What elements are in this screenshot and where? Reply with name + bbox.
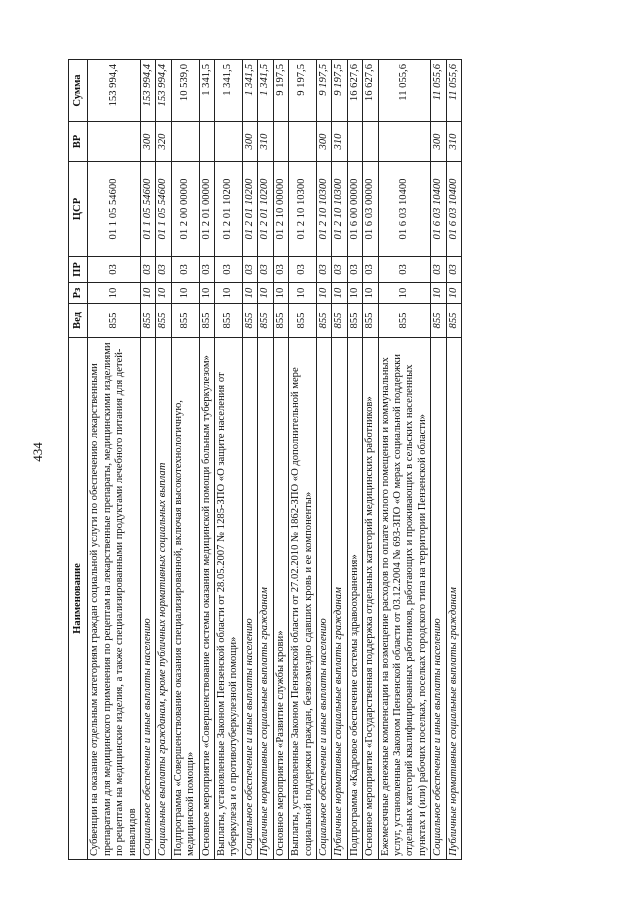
table-row bbox=[273, 60, 288, 860]
header-sum: Сумма bbox=[69, 60, 88, 122]
cell-rz: 10 bbox=[273, 283, 288, 304]
cell-vr bbox=[273, 122, 288, 162]
cell-csr: 01 2 10 10300 bbox=[289, 162, 317, 257]
table-row bbox=[141, 60, 156, 860]
cell-vr: 300 bbox=[242, 122, 257, 162]
cell-pr: 03 bbox=[316, 257, 331, 283]
cell-sum: 11 055,6 bbox=[378, 60, 431, 122]
table-row bbox=[332, 60, 347, 860]
cell-pr: 03 bbox=[171, 257, 199, 283]
table-row bbox=[242, 60, 257, 860]
cell-ved: 855 bbox=[215, 304, 243, 338]
table-row bbox=[88, 60, 141, 860]
page-number-text: 434 bbox=[30, 442, 45, 462]
cell-sum: 16 627,6 bbox=[347, 60, 362, 122]
cell-vr: 320 bbox=[156, 122, 171, 162]
header-rz: Рз bbox=[69, 283, 88, 304]
table-row bbox=[446, 60, 461, 860]
header-ved: Вед bbox=[69, 304, 88, 338]
table-row bbox=[431, 60, 446, 860]
cell-name: Публичные нормативные социальные выплаты гражданам bbox=[332, 338, 347, 860]
cell-rz: 10 bbox=[347, 283, 362, 304]
cell-ved: 855 bbox=[273, 304, 288, 338]
table-row bbox=[347, 60, 362, 860]
cell-vr bbox=[347, 122, 362, 162]
budget-table-container bbox=[68, 60, 598, 860]
cell-csr: 01 2 01 10200 bbox=[258, 162, 273, 257]
cell-vr bbox=[88, 122, 141, 162]
cell-ved: 855 bbox=[156, 304, 171, 338]
cell-rz: 10 bbox=[316, 283, 331, 304]
cell-csr: 01 6 00 00000 bbox=[347, 162, 362, 257]
table-row bbox=[316, 60, 331, 860]
cell-pr: 03 bbox=[273, 257, 288, 283]
cell-csr: 01 2 00 00000 bbox=[171, 162, 199, 257]
cell-ved: 855 bbox=[88, 304, 141, 338]
cell-ved: 855 bbox=[316, 304, 331, 338]
cell-name: Основное мероприятие «Развитие службы крови» bbox=[273, 338, 288, 860]
cell-csr: 01 2 01 10200 bbox=[215, 162, 243, 257]
cell-pr: 03 bbox=[446, 257, 461, 283]
cell-sum: 1 341,5 bbox=[199, 60, 214, 122]
cell-pr: 03 bbox=[141, 257, 156, 283]
cell-sum: 9 197,5 bbox=[289, 60, 317, 122]
header-csr: ЦСР bbox=[69, 162, 88, 257]
cell-csr: 01 1 05 54600 bbox=[88, 162, 141, 257]
cell-pr: 03 bbox=[289, 257, 317, 283]
table-row bbox=[171, 60, 199, 860]
cell-pr: 03 bbox=[258, 257, 273, 283]
cell-sum: 1 341,5 bbox=[258, 60, 273, 122]
cell-vr bbox=[215, 122, 243, 162]
cell-pr: 03 bbox=[378, 257, 431, 283]
table-header-row bbox=[69, 60, 88, 860]
cell-rz: 10 bbox=[156, 283, 171, 304]
cell-csr: 01 2 01 10200 bbox=[242, 162, 257, 257]
cell-ved: 855 bbox=[431, 304, 446, 338]
cell-ved: 855 bbox=[347, 304, 362, 338]
cell-sum: 1 341,5 bbox=[215, 60, 243, 122]
cell-vr bbox=[171, 122, 199, 162]
cell-vr: 300 bbox=[431, 122, 446, 162]
cell-name: Основное мероприятие «Государственная поддержка отдельных категорий медицинских работников» bbox=[363, 338, 378, 860]
cell-name: Ежемесячные денежные компенсации на возмещение расходов по оплате жилого помещения и коммунальных услуг, установленные Законом Пензенской области от 03.12.2004 № 693-ЗПО «О мерах социальной поддержки отдельных категорий квалифицированных работников, работающих и проживающих в сельских населенных пунктах и (или) рабочих поселках, поселках городского типа на территории Пензенской области» bbox=[378, 338, 431, 860]
cell-csr: 01 2 01 00000 bbox=[199, 162, 214, 257]
table-row bbox=[215, 60, 243, 860]
cell-rz: 10 bbox=[199, 283, 214, 304]
cell-rz: 10 bbox=[289, 283, 317, 304]
header-name: Наименование bbox=[69, 338, 88, 860]
cell-ved: 855 bbox=[242, 304, 257, 338]
cell-sum: 9 197,5 bbox=[273, 60, 288, 122]
cell-name: Основное мероприятие «Совершенствование системы оказания медицинской помощи больным туберкулезом» bbox=[199, 338, 214, 860]
cell-rz: 10 bbox=[378, 283, 431, 304]
cell-pr: 03 bbox=[332, 257, 347, 283]
table-row bbox=[199, 60, 214, 860]
page-number bbox=[26, 440, 50, 464]
cell-sum: 11 055,6 bbox=[446, 60, 461, 122]
cell-pr: 03 bbox=[431, 257, 446, 283]
cell-pr: 03 bbox=[199, 257, 214, 283]
cell-name: Публичные нормативные социальные выплаты гражданам bbox=[446, 338, 461, 860]
cell-vr bbox=[363, 122, 378, 162]
cell-name: Выплаты, установленные Законом Пензенской области от 27.02.2010 № 1862-ЗПО «О дополнительной мере социальной поддержки граждан, безвозмездно сдавших кровь и ее компоненты» bbox=[289, 338, 317, 860]
cell-vr bbox=[289, 122, 317, 162]
cell-csr: 01 1 05 54600 bbox=[156, 162, 171, 257]
cell-name: Подпрограмма «Совершенствование оказания специализированной, включая высокотехнологичную, медицинской помощи» bbox=[171, 338, 199, 860]
cell-ved: 855 bbox=[363, 304, 378, 338]
cell-pr: 03 bbox=[242, 257, 257, 283]
table-row bbox=[258, 60, 273, 860]
cell-name: Социальное обеспечение и иные выплаты населению bbox=[242, 338, 257, 860]
cell-pr: 03 bbox=[88, 257, 141, 283]
cell-sum: 1 341,5 bbox=[242, 60, 257, 122]
cell-vr bbox=[378, 122, 431, 162]
cell-ved: 855 bbox=[289, 304, 317, 338]
cell-name: Социальное обеспечение и иные выплаты населению bbox=[141, 338, 156, 860]
table-row bbox=[289, 60, 317, 860]
cell-vr: 300 bbox=[141, 122, 156, 162]
cell-ved: 855 bbox=[332, 304, 347, 338]
cell-vr: 310 bbox=[332, 122, 347, 162]
cell-name: Подпрограмма «Кадровое обеспечение системы здравоохранения» bbox=[347, 338, 362, 860]
budget-table bbox=[68, 59, 462, 860]
cell-name: Социальные выплаты гражданам, кроме публичных нормативных социальных выплат bbox=[156, 338, 171, 860]
cell-sum: 16 627,6 bbox=[363, 60, 378, 122]
cell-rz: 10 bbox=[242, 283, 257, 304]
cell-pr: 03 bbox=[215, 257, 243, 283]
cell-ved: 855 bbox=[258, 304, 273, 338]
cell-sum: 10 539,0 bbox=[171, 60, 199, 122]
cell-rz: 10 bbox=[446, 283, 461, 304]
cell-rz: 10 bbox=[141, 283, 156, 304]
cell-csr: 01 6 03 10400 bbox=[431, 162, 446, 257]
cell-ved: 855 bbox=[141, 304, 156, 338]
cell-vr: 310 bbox=[446, 122, 461, 162]
cell-csr: 01 2 10 10300 bbox=[332, 162, 347, 257]
cell-sum: 9 197,5 bbox=[332, 60, 347, 122]
header-pr: ПР bbox=[69, 257, 88, 283]
cell-ved: 855 bbox=[171, 304, 199, 338]
cell-rz: 10 bbox=[332, 283, 347, 304]
cell-name: Социальное обеспечение и иные выплаты населению bbox=[431, 338, 446, 860]
cell-rz: 10 bbox=[215, 283, 243, 304]
cell-vr: 310 bbox=[258, 122, 273, 162]
cell-name: Субвенции на оказание отдельным категориям граждан социальной услуги по обеспечению лекарственными препаратами для медицинского применения по рецептам на лекарственные препараты, медицинскими изделиями по рецептам на медицинские изделия, а также специализированными продуктами лечебного питания для детей-инвалидов bbox=[88, 338, 141, 860]
cell-sum: 153 994,4 bbox=[88, 60, 141, 122]
cell-csr: 01 1 05 54600 bbox=[141, 162, 156, 257]
cell-csr: 01 6 03 10400 bbox=[446, 162, 461, 257]
cell-name: Публичные нормативные социальные выплаты гражданам bbox=[258, 338, 273, 860]
cell-csr: 01 6 03 10400 bbox=[378, 162, 431, 257]
cell-ved: 855 bbox=[199, 304, 214, 338]
header-vr: ВР bbox=[69, 122, 88, 162]
cell-pr: 03 bbox=[156, 257, 171, 283]
cell-csr: 01 2 10 00000 bbox=[273, 162, 288, 257]
cell-ved: 855 bbox=[446, 304, 461, 338]
cell-sum: 153 994,4 bbox=[141, 60, 156, 122]
cell-pr: 03 bbox=[363, 257, 378, 283]
cell-vr: 300 bbox=[316, 122, 331, 162]
cell-rz: 10 bbox=[363, 283, 378, 304]
table-row bbox=[378, 60, 431, 860]
cell-name: Социальное обеспечение и иные выплаты населению bbox=[316, 338, 331, 860]
cell-rz: 10 bbox=[88, 283, 141, 304]
cell-rz: 10 bbox=[431, 283, 446, 304]
table-row bbox=[363, 60, 378, 860]
cell-csr: 01 6 03 00000 bbox=[363, 162, 378, 257]
table-row bbox=[156, 60, 171, 860]
cell-csr: 01 2 10 10300 bbox=[316, 162, 331, 257]
cell-rz: 10 bbox=[171, 283, 199, 304]
cell-sum: 153 994,4 bbox=[156, 60, 171, 122]
cell-rz: 10 bbox=[258, 283, 273, 304]
cell-ved: 855 bbox=[378, 304, 431, 338]
cell-sum: 9 197,5 bbox=[316, 60, 331, 122]
cell-sum: 11 055,6 bbox=[431, 60, 446, 122]
cell-vr bbox=[199, 122, 214, 162]
cell-name: Выплаты, установленные Законом Пензенской области от 28.05.2007 № 1285-ЗПО «О защите населения от туберкулеза и о противотуберкулезной помощи» bbox=[215, 338, 243, 860]
cell-pr: 03 bbox=[347, 257, 362, 283]
